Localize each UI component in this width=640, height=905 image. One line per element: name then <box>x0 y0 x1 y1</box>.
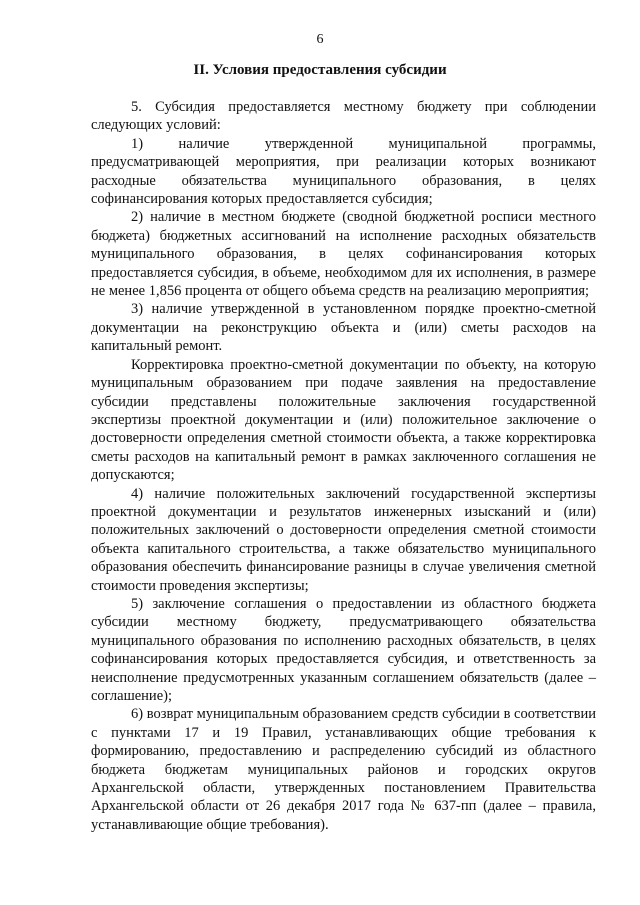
paragraph-condition-intro: 5. Субсидия предоставляется местному бюджету при соблюдении следующих условий: <box>91 99 596 134</box>
paragraph-condition-1: 1) наличие утвержденной муниципальной программы, предусматривающей мероприятия, при реализации которых возникают расходные обязательства муниципального образования, в целях софинансирования которых предоставляется субсидия; <box>91 135 596 208</box>
paragraph-condition-4: 4) наличие положительных заключений государственной экспертизы проектной документации и результатов инженерных изысканий и (или) положительных заключений о достоверности определения сметной стоимости объекта капитального строительства, а также обязательство муниципального образования обеспечить финансирование разницы в случае увеличения сметной стоимости проведения экспертизы; <box>91 485 596 594</box>
page-number: 6 <box>316 32 324 47</box>
section-title: II. Условия предоставления субсидии <box>193 62 447 78</box>
paragraph-condition-6: 6) возврат муниципальным образованием средств субсидии в соответствии с пунктами 17 и 19 Правил, устанавливающих общие требования к формированию, предоставлению и распределению субсидий из областного бюджета бюджетам муниципальных районов и городских округов Архангельской области, утвержденных постановлением Правительства Архангельской области от 26 декабря 2017 года № 637-пп (далее – правила, устанавливающие общие требования). <box>91 706 596 833</box>
paragraph-condition-5: 5) заключение соглашения о предоставлении из областного бюджета субсидии местному бюджету, предусматривающего обязательства муниципального образования по исполнению расходных обязательств, в целях софинансирования которых предоставляется субсидия, и ответственность за неисполнение предусмотренных указанным соглашением обязательств (далее – соглашение); <box>91 595 596 704</box>
paragraph-condition-3: 3) наличие утвержденной в установленном порядке проектно-сметной документации на реконструкцию объекта и (или) сметы расходов на капитальный ремонт. <box>91 301 596 355</box>
paragraph-condition-2: 2) наличие в местном бюджете (сводной бюджетной росписи местного бюджета) бюджетных ассигнований на исполнение расходных обязательств муниципального образования, в целях софинансирования которых предоставляется субсидия, в объеме, необходимом для их исполнения, в размере не менее 1,856 процента от общего объема средств на реализацию мероприятия; <box>91 209 596 300</box>
paragraph-correction-note: Корректировка проектно-сметной документации по объекту, на которую муниципальным образованием при подаче заявления на предоставление субсидии представлены положительные заключения государственной экспертизы проектной документации и (или) положительное заключение о достоверности определения сметной стоимости объекта, а также корректировка сметы расходов на капитальный ремонт в рамках заключенного соглашения не допускаются; <box>91 356 596 484</box>
document-body <box>91 98 596 834</box>
